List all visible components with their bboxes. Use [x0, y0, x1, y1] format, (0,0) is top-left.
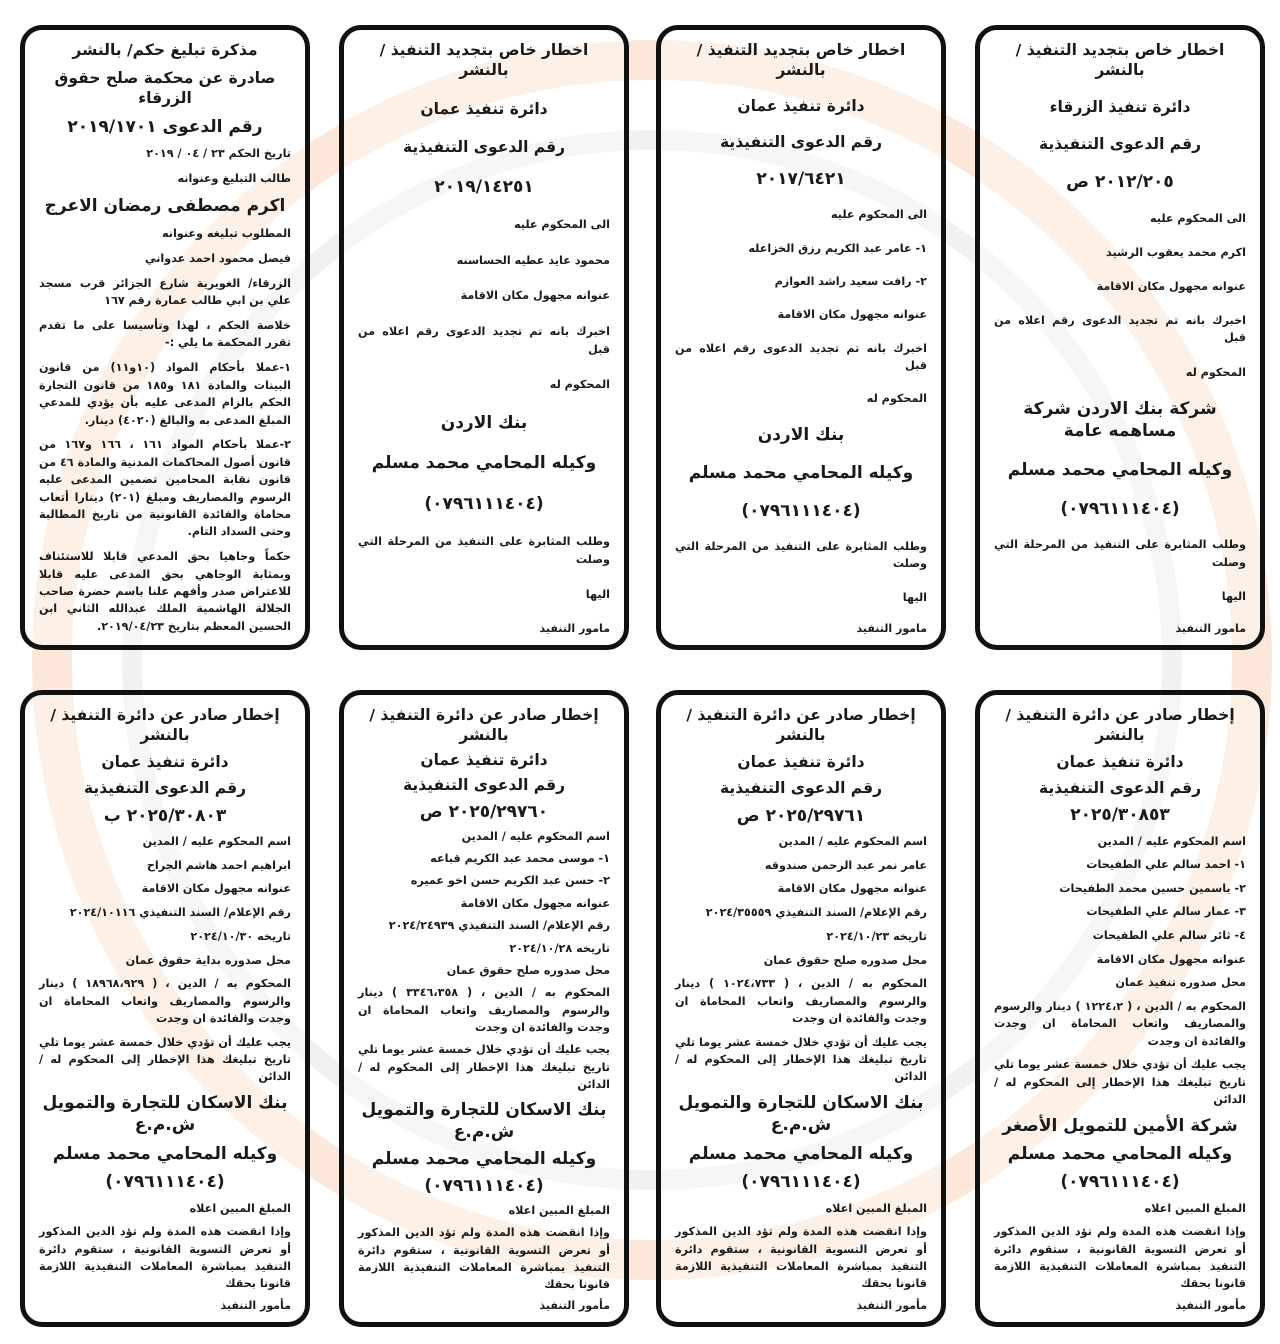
notice-sign-line: مأمور التنفيذ: [1175, 1298, 1246, 1312]
notice-body-line: محل صدوره تنفيذ عمان: [1115, 976, 1246, 990]
notice-body-line: اخبرك بانه تم تجديد الدعوى رقم اعلاه من قبل: [994, 314, 1246, 345]
notice-body-line: فيصل محمود احمد عدواني: [144, 251, 291, 265]
notice-big-line: بنك الاسكان للتجارة والتمويل ش.م.ع: [42, 1093, 288, 1136]
notice-heading-line: صادرة عن محكمة صلح حقوق الزرقاء: [54, 68, 276, 107]
notice-heading-line: رقم الدعوى التنفيذية: [402, 776, 566, 795]
notice-body-line: ١- عامر عبد الكريم رزق الخزاعله: [748, 241, 927, 255]
notice-body-line: وإذا انقضت هذه المدة ولم تؤد الدين المذكور أو تعرض التسوية القانونية ، ستقوم دائرة التنفيذ بمباشرة المعاملات التنفيذية اللازمة قانونا بحقك: [994, 1225, 1246, 1291]
notice-big-line: بنك الاردن: [440, 412, 528, 433]
notice-body-line: ١-عملا بأحكام المواد (١٠و١١) من قانون البينات والمادة ١٨١ و١٨٥ من قانون التجارة الحكم بالزام المدعى عليه بأن يؤدي للمدعي المبلغ المدعى به والبالغ (٤٠٢٠) دينار.: [39, 361, 292, 427]
notice-body-line: ٢- حسن عبد الكريم حسن اخو عميره: [410, 874, 610, 888]
notice-big-line: وكيله المحامي محمد مسلم: [688, 1143, 914, 1164]
notice-body-line: ٣- عمار سالم علي الطفيحات: [1086, 905, 1246, 919]
notice-big-line: (٠٧٩٦١١١٤٠٤): [1060, 1172, 1180, 1193]
notice-heading-line: مذكرة تبليغ حكم/ بالنشر: [72, 41, 258, 59]
notice-body-line: رقم الإعلام/ السند التنفيذي ٢٠٢٤/٣٥٥٥٩: [705, 906, 927, 920]
notice-body-line: ٤- ثائر سالم علي الطفيحات: [1092, 929, 1246, 943]
notice-body-line: اسم المحكوم عليه / المدين: [778, 835, 927, 849]
legal-notice: [975, 25, 1265, 650]
notice-body-line: الزرقاء/ الغويرية شارع الجزائر قرب مسجد علي بن ابي طالب عمارة رقم ١٦٧: [39, 276, 291, 308]
notice-body-line: اسم المحكوم عليه / المدين: [1097, 834, 1246, 848]
notice-big-line: بنك الاسكان للتجارة والتمويل ش.م.ع: [678, 1093, 924, 1136]
notice-body-line: محل صدوره بداية حقوق عمان: [125, 953, 291, 967]
notice-body-line: اليها: [1221, 589, 1246, 603]
notice-sign-line: مأمور التنفيذ: [856, 1298, 927, 1312]
notice-body-line: ٢- ياسمين حسين محمد الطفيحات: [1059, 881, 1246, 895]
notice-body-line: تاريخه ٢٠٢٤/١٠/٣٠: [190, 929, 291, 943]
notice-heading-line: إخطار صادر عن دائرة التنفيذ / بالنشر: [50, 706, 280, 745]
notice-body-line: محمود عايد عطيه الحساسنه: [456, 253, 610, 267]
notice-big-line: اكرم مصطفى رمضان الاعرج: [44, 196, 286, 217]
notice-body-line: يجب عليك أن تؤدي خلال خمسة عشر يوما تلي تاريخ تبليغك هذا الإخطار إلى المحكوم له / الدائن: [39, 1035, 291, 1084]
notice-body-line: وإذا انقضت هذه المدة ولم تؤد الدين المذكور أو تعرض التسوية القانونية ، ستقوم دائرة التنفيذ بمباشرة المعاملات التنفيذية اللازمة قانونا بحقك: [358, 1226, 610, 1292]
notice-body-line: المبلغ المبين اعلاه: [508, 1203, 610, 1217]
legal-notice: [339, 25, 629, 650]
notice-heading-line: دائرة تنفيذ عمان: [420, 751, 548, 770]
notice-body-line: خلاصة الحكم ، لهذا وتأسيسا على ما تقدم تقرر المحكمة ما يلي :-: [39, 319, 291, 350]
notice-body-line: طالب التبليغ وعنوانه: [177, 172, 291, 186]
notice-body-line: ٢-عملا بأحكام المواد ١٦١ ، ١٦٦ و١٦٧ من قانون أصول المحاكمات المدنية والمادة ٤٦ من قانون نقابة المحامين تضمين المدعى عليه الرسوم والمصاريف ومبلغ (٢٠١) دينارا أتعاب محاماة والفائدة القانونية من تاريخ المطالبة وحتى السداد التام.: [39, 438, 291, 539]
legal-notice: [656, 25, 946, 650]
notice-body-line: اسم المحكوم عليه / المدين: [461, 829, 610, 843]
legal-notice: [656, 690, 946, 1327]
notice-body-line: يجب عليك أن تؤدي خلال خمسة عشر يوما تلي تاريخ تبليغك هذا الإخطار إلى المحكوم له / الدائن: [994, 1058, 1246, 1106]
notice-body-line: المحكوم له: [549, 378, 610, 392]
notice-body-line: المحكوم له: [866, 392, 927, 406]
notice-big-line: ٢٠٢٥/٢٩٧٦١ ص: [736, 805, 866, 826]
notice-big-line: ٢٠١٩/١٤٢٥١: [434, 176, 534, 197]
notice-big-line: بنك الاردن: [757, 424, 845, 445]
notice-body-line: رقم الإعلام/ السند التنفيذي ٢٠٢٤/٢٤٩٣٩: [388, 919, 610, 933]
notice-heading-line: اخطار خاص بتجديد التنفيذ /بالنشر: [696, 41, 906, 80]
notice-big-line: ٢٠٢٥/٣٠٨٠٣ ب: [103, 805, 227, 826]
notice-body-line: ١- موسى محمد عبد الكريم قباعه: [430, 852, 610, 866]
notice-big-line: وكيله المحامي محمد مسلم: [1007, 1143, 1233, 1164]
notice-body-line: محل صدوره صلح حقوق عمان: [763, 953, 927, 967]
notice-big-line: (٠٧٩٦١١١٤٠٤): [424, 1175, 544, 1196]
notice-body-line: محل صدوره صلح حقوق عمان: [446, 963, 610, 977]
notice-heading-line: دائرة تنفيذ عمان: [737, 752, 865, 771]
notice-big-line: (٠٧٩٦١١١٤٠٤): [105, 1172, 225, 1193]
notice-body-line: وإذا انقضت هذه المدة ولم تؤد الدين المذكور أو تعرض التسوية القانونية ، ستقوم دائرة التنفيذ بمباشرة المعاملات التنفيذية اللازمة قانونا بحقك: [39, 1225, 291, 1291]
notice-big-line: بنك الاسكان للتجارة والتمويل ش.م.ع: [361, 1099, 607, 1142]
notice-body-line: تاريخ الحكم ٢٣ / ٠٤ / ٢٠١٩: [146, 147, 291, 161]
notice-body-line: المبلغ المبين اعلاه: [189, 1201, 291, 1215]
notice-big-line: ٢٠١٢/٢٠٥ ص: [1066, 171, 1174, 192]
notice-big-line: رقم الدعوى ٢٠١٩/١٧٠١: [67, 116, 263, 137]
notice-heading-line: دائرة تنفيذ عمان: [737, 97, 865, 116]
notice-heading-line: رقم الدعوى التنفيذية: [719, 133, 883, 152]
notice-body-line: وإذا انقضت هذه المدة ولم تؤد الدين المذكور أو تعرض التسوية القانونية ، ستقوم دائرة التنفيذ بمباشرة المعاملات التنفيذية اللازمة قانونا بحقك: [675, 1225, 927, 1291]
notice-big-line: وكيله المحامي محمد مسلم: [1007, 459, 1233, 480]
notice-body-line: اليها: [902, 590, 927, 604]
notice-heading-line: إخطار صادر عن دائرة التنفيذ / بالنشر: [686, 706, 916, 745]
notice-sign-line: مأمور التنفيذ: [220, 1298, 291, 1312]
notice-heading-line: رقم الدعوى التنفيذية: [1038, 778, 1202, 797]
legal-notice: [975, 690, 1265, 1327]
notice-body-line: وطلب المثابرة على التنفيذ من المرحلة التي وصلت: [675, 539, 927, 571]
notice-body-line: تاريخه ٢٠٢٤/١٠/٢٨: [509, 941, 610, 955]
notice-heading-line: رقم الدعوى التنفيذية: [1038, 134, 1202, 153]
notice-body-line: الى المحكوم عليه: [513, 218, 610, 232]
notice-big-line: وكيله المحامي محمد مسلم: [52, 1143, 278, 1164]
notice-heading-line: دائرة تنفيذ الزرقاء: [1049, 98, 1191, 117]
notice-body-line: اخبرك بانه تم تجديد الدعوى رقم اعلاه من قبل: [358, 325, 610, 356]
notice-body-line: الى المحكوم عليه: [830, 208, 927, 222]
notice-big-line: ٢٠٢٥/٢٩٧٦٠ ص: [419, 801, 549, 822]
legal-notice: [339, 690, 629, 1327]
notice-sign-line: مأمور التنفيذ: [539, 1298, 610, 1312]
notice-body-line: المطلوب تبليغه وعنوانه: [161, 226, 291, 240]
notice-body-line: المبلغ المبين اعلاه: [1144, 1201, 1246, 1215]
notice-body-line: اخبرك بانه تم تجديد الدعوى رقم اعلاه من قبل: [675, 341, 927, 373]
notice-heading-line: دائرة تنفيذ عمان: [420, 99, 548, 118]
notice-body-line: اكرم محمد يعقوب الرشيد: [1106, 245, 1246, 259]
notice-body-line: عنوانه مجهول مكان الاقامة: [141, 882, 291, 896]
notice-body-line: يجب عليك أن تؤدي خلال خمسة عشر يوما تلي تاريخ تبليغك هذا الإخطار إلى المحكوم له / الدائن: [675, 1035, 927, 1084]
notice-body-line: عنوانه مجهول مكان الاقامة: [460, 289, 610, 303]
notice-body-line: عنوانه مجهول مكان الاقامة: [460, 896, 610, 910]
notice-big-line: وكيله المحامي محمد مسلم: [688, 462, 914, 483]
notice-body-line: ٢- رافت سعيد راشد العوازم: [774, 275, 927, 289]
notice-big-line: (٠٧٩٦١١١٤٠٤): [741, 1172, 861, 1193]
notice-body-line: المحكوم به / الدين ، ( ١٠٢٤،٧٣٣ ) دينار والرسوم والمصاريف واتعاب المحاماة ان وجدت والفائدة ان وجدت: [675, 977, 928, 1025]
notice-big-line: وكيله المحامي محمد مسلم: [371, 453, 597, 474]
notice-big-line: وكيله المحامي محمد مسلم: [371, 1148, 597, 1169]
notice-body-line: عنوانه مجهول مكان الاقامة: [777, 308, 927, 322]
legal-notice: [20, 690, 310, 1327]
notice-body-line: اليها: [585, 588, 610, 602]
notice-big-line: (٠٧٩٦١١١٤٠٤): [424, 493, 544, 514]
notice-sign-line: مامور التنفيذ: [856, 621, 927, 635]
notice-big-line: ٢٠٢٥/٣٠٨٥٣: [1070, 805, 1170, 826]
notice-body-line: عنوانه مجهول مكان الاقامة: [1096, 279, 1246, 293]
notice-sign-line: مامور التنفيذ: [539, 621, 610, 635]
notice-body-line: المحكوم له: [1185, 365, 1246, 379]
notice-body-line: ١- احمد سالم علي الطفيحات: [1086, 858, 1246, 872]
notice-big-line: ٢٠١٧/٦٤٢١: [756, 169, 846, 190]
notice-heading-line: رقم الدعوى التنفيذية: [83, 779, 247, 798]
notice-body-line: تاريخه ٢٠٢٤/١٠/٢٣: [826, 929, 927, 943]
notice-body-line: عنوانه مجهول مكان الاقامة: [1096, 952, 1246, 966]
notice-heading-line: رقم الدعوى التنفيذية: [402, 138, 566, 157]
notice-heading-line: دائرة تنفيذ عمان: [1056, 752, 1184, 771]
notice-heading-line: اخطار خاص بتجديد التنفيذ /بالنشر: [1015, 41, 1225, 80]
notice-heading-line: دائرة تنفيذ عمان: [101, 752, 229, 771]
legal-notice: [20, 25, 310, 650]
notice-sign-line: مامور التنفيذ: [1175, 621, 1246, 635]
notice-body-line: عامر نمر عبد الرحمن صندوقه: [764, 858, 927, 872]
notice-body-line: رقم الإعلام/ السند التنفيذي ٢٠٢٤/١٠١١٦: [69, 906, 291, 920]
notice-heading-line: إخطار صادر عن دائرة التنفيذ / بالنشر: [369, 706, 599, 745]
notice-heading-line: اخطار خاص بتجديد التنفيذ /بالنشر: [379, 41, 589, 80]
notice-big-line: شركة الأمين للتمويل الأصغر: [1002, 1115, 1238, 1136]
notice-body-line: المحكوم به / الدين ، ( ١٨٩٦٨،٩٢٩ ) دينار والرسوم والمصاريف واتعاب المحاماة ان وجدت والفائدة ان وجدت: [39, 977, 291, 1025]
notice-heading-line: إخطار صادر عن دائرة التنفيذ / بالنشر: [1005, 706, 1235, 745]
notice-body-line: عنوانه مجهول مكان الاقامة: [777, 882, 927, 896]
notice-body-line: حكماً وجاهيا بحق المدعي قابلا للاستئناف وبمثابة الوجاهي بحق المدعى عليه قابلا للاعتراض صدر وأفهم علنا باسم حضرة صاحب الجلالة الهاشمية الملك عبدالله الثاني ابن الحسين المعظم بتاريخ ٢٠١٩/٠٤/٢٣.: [39, 550, 291, 633]
notice-body-line: ابراهيم احمد هاشم الجراح: [146, 858, 291, 872]
notice-body-line: المبلغ المبين اعلاه: [825, 1201, 927, 1215]
notice-body-line: وطلب المثابرة على التنفيذ من المرحلة التي وصلت: [358, 535, 610, 566]
notice-big-line: (٠٧٩٦١١١٤٠٤): [1060, 498, 1180, 519]
notice-body-line: وطلب المثابرة على التنفيذ من المرحلة التي وصلت: [994, 538, 1246, 569]
notice-body-line: اسم المحكوم عليه / المدين: [142, 835, 291, 849]
notice-body-line: الى المحكوم عليه: [1149, 211, 1246, 225]
notice-big-line: شركة بنك الاردن شركة مساهمه عامة: [1023, 398, 1217, 441]
notice-body-line: يجب عليك أن تؤدي خلال خمسة عشر يوما تلي تاريخ تبليغك هذا الإخطار إلى المحكوم له / الدائن: [358, 1043, 610, 1092]
notice-body-line: المحكوم به / الدين ، ( ١٢٢٤،٢ ) دينار والرسوم والمصاريف واتعاب المحاماة ان وجدت والفائدة ان وجدت: [994, 999, 1246, 1048]
notice-big-line: (٠٧٩٦١١١٤٠٤): [741, 500, 861, 521]
notice-heading-line: رقم الدعوى التنفيذية: [719, 779, 883, 798]
notice-body-line: المحكوم به / الدين ، ( ٣٣٤٦،٣٥٨ ) دينار والرسوم والمصاريف واتعاب المحاماة ان وجدت والفائدة ان وجدت: [358, 986, 611, 1035]
